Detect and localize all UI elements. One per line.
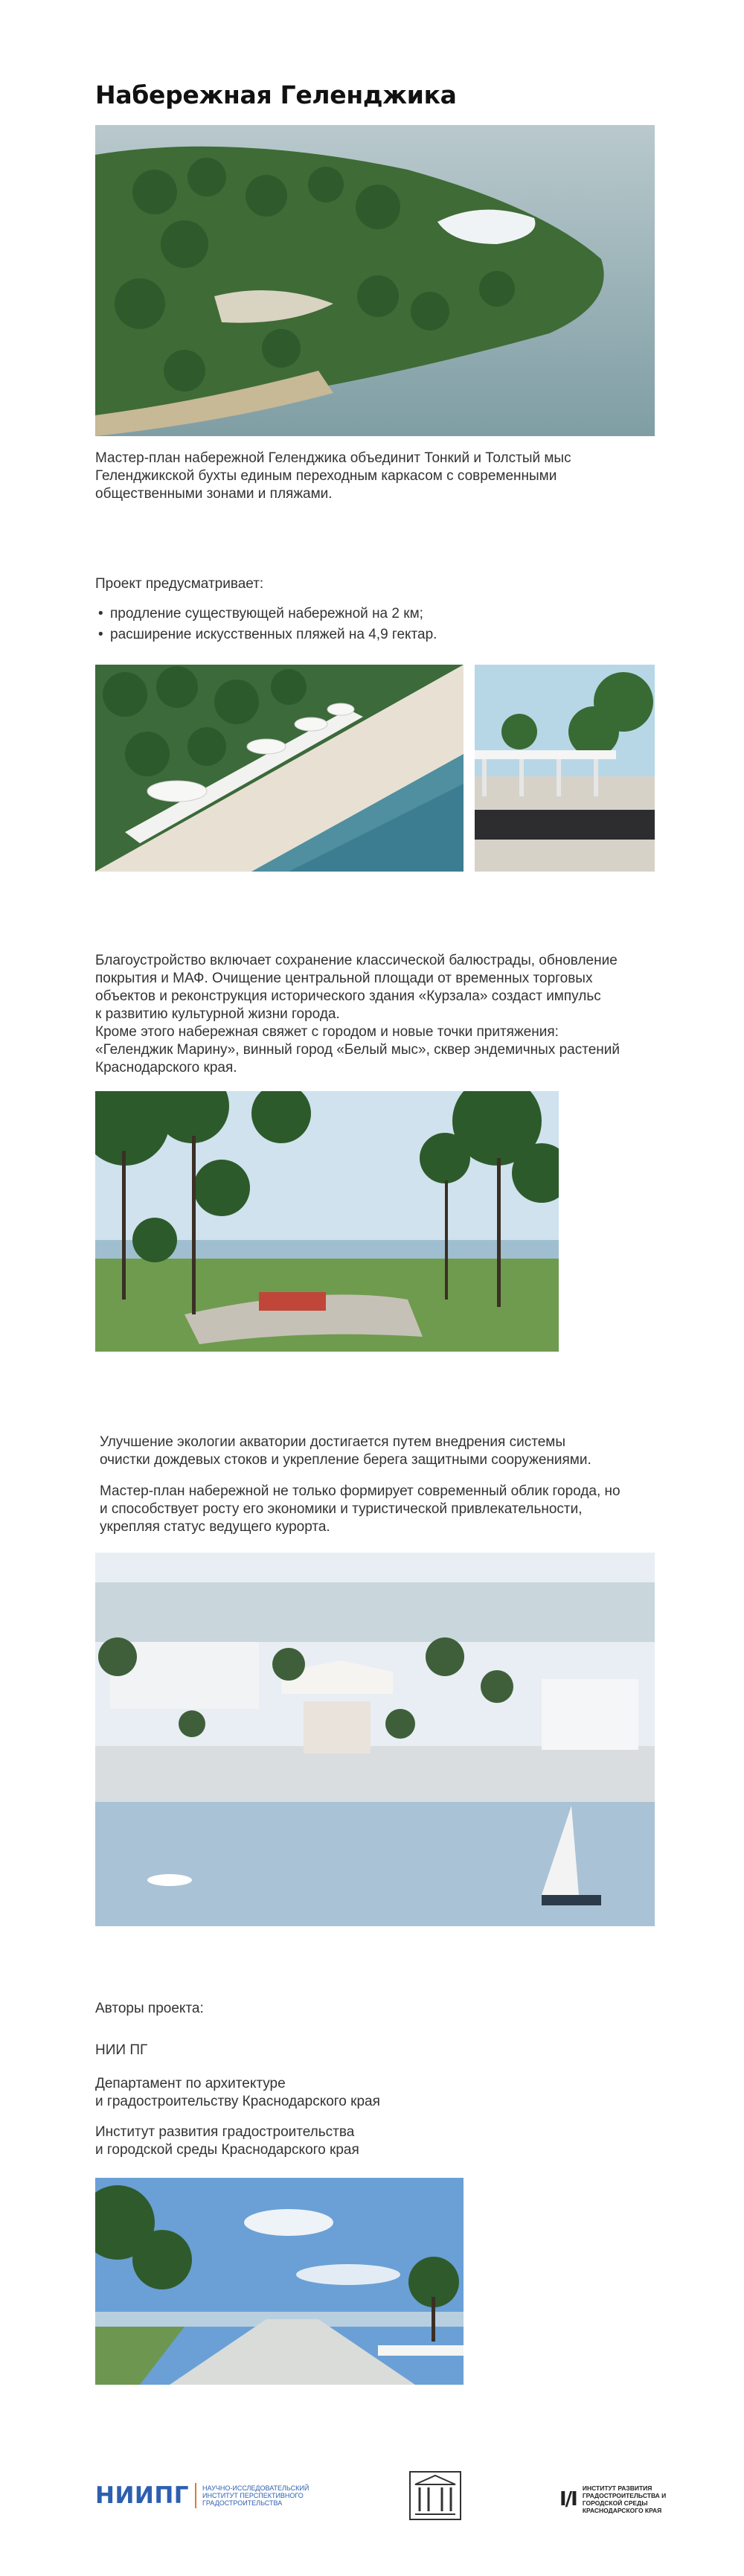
- niipg-logo-divider: [195, 2483, 196, 2508]
- improvements-line: «Геленджик Марину», винный город «Белый мыс», сквер эндемичных растений: [95, 1042, 620, 1058]
- improvements-line: объектов и реконструкция исторического здания «Курзала» создаст импульс: [95, 988, 601, 1004]
- author-department: [95, 2075, 380, 2111]
- authors-heading: Авторы проекта:: [95, 2001, 204, 2016]
- masterplan-line: укрепляя статус ведущего курорта.: [100, 1519, 330, 1535]
- author-institute-line: Институт развития градостроительства: [95, 2124, 355, 2140]
- intro-line: Мастер-план набережной Геленджика объединит Тонкий и Толстый мыс: [95, 450, 571, 466]
- project-bullets: [95, 604, 437, 645]
- bullet-item: • продление существующей набережной на 2 км;: [95, 604, 437, 624]
- improvements-paragraph: [95, 952, 661, 1077]
- beach-aerial-image: [95, 665, 464, 872]
- project-intro: Проект предусматривает:: [95, 576, 264, 592]
- hero-aerial-image: [95, 125, 655, 436]
- pavilion-image: [475, 665, 655, 872]
- ecology-paragraph: [100, 1434, 665, 1469]
- niipg-logo-mark: НИИПГ: [95, 2482, 190, 2509]
- improvements-line: покрытия и МАФ. Очищение центральной площади от временных торговых: [95, 971, 593, 986]
- intro-paragraph: [95, 450, 661, 503]
- niipg-logo-caption: НАУЧНО-ИССЛЕДОВАТЕЛЬСКИЙ ИНСТИТУТ ПЕРСПЕКТИВНОГО ГРАДОСТРОИТЕЛЬСТВА: [202, 2484, 310, 2507]
- department-emblem-icon: [408, 2470, 463, 2522]
- ecology-line: Улучшение экологии акватории достигается путем внедрения системы: [100, 1434, 565, 1450]
- page-title: Набережная Геленджика: [95, 80, 457, 109]
- improvements-line: Кроме этого набережная свяжет с городом и новые точки притяжения:: [95, 1024, 559, 1040]
- improvements-line: Благоустройство включает сохранение классической балюстрады, обновление: [95, 953, 618, 968]
- institute-logo-mark: I/I: [559, 2488, 577, 2511]
- park-image: [95, 1091, 559, 1352]
- improvements-line: к развитию культурной жизни города.: [95, 1006, 340, 1022]
- promenade-image: [95, 2178, 464, 2385]
- institute-logo: [559, 2484, 679, 2514]
- author-institute: [95, 2123, 359, 2159]
- intro-line: общественными зонами и пляжами.: [95, 486, 333, 502]
- masterplan-paragraph: [100, 1483, 665, 1536]
- author-department-line: и градостроительству Краснодарского края: [95, 2094, 380, 2109]
- masterplan-line: и способствует росту его экономики и туристической привлекательности,: [100, 1501, 583, 1517]
- niipg-logo: [95, 2482, 314, 2509]
- institute-logo-caption: ИНСТИТУТ РАЗВИТИЯ ГРАДОСТРОИТЕЛЬСТВА И ГОРОДСКОЙ СРЕДЫ КРАСНОДАРСКОГО КРАЯ: [582, 2484, 667, 2514]
- embankment-render-image: [95, 1553, 655, 1926]
- ecology-line: очистки дождевых стоков и укрепление берега защитными сооружениями.: [100, 1452, 591, 1468]
- author-niipg: НИИ ПГ: [95, 2042, 148, 2058]
- bullet-item: • расширение искусственных пляжей на 4,9 гектар.: [95, 624, 437, 645]
- masterplan-line: Мастер-план набережной не только формирует современный облик города, но: [100, 1483, 620, 1499]
- author-institute-line: и городской среды Краснодарского края: [95, 2142, 359, 2158]
- author-department-line: Департамент по архитектуре: [95, 2076, 286, 2091]
- intro-line: Геленджикской бухты единым переходным каркасом с современными: [95, 468, 557, 484]
- improvements-line: Краснодарского края.: [95, 1060, 237, 1076]
